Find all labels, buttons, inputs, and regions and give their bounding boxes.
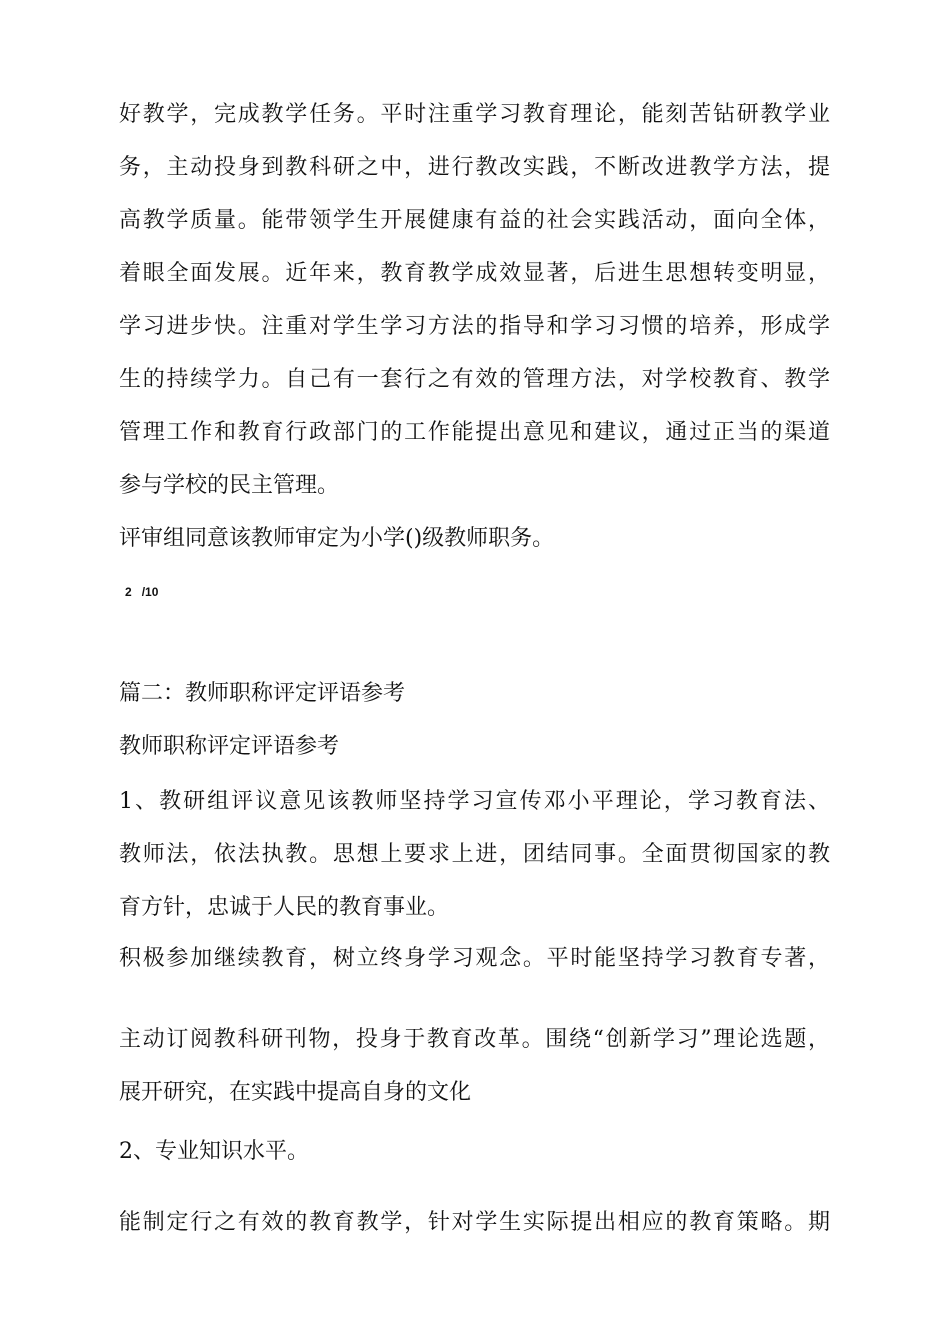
paragraph-line: 能制定行之有效的教育教学，针对学生实际提出相应的教育策略。期 xyxy=(119,1210,830,1235)
paragraph-line: 评审组同意该教师审定为小学()级教师职务。 xyxy=(119,526,555,551)
section-subtitle: 教师职称评定评语参考 xyxy=(119,734,340,759)
section-title: 篇二：教师职称评定评语参考 xyxy=(119,681,406,706)
paragraph-line: 参与学校的民主管理。 xyxy=(119,473,340,498)
page-number-current: 2 xyxy=(125,585,132,599)
paragraph-line: 管理工作和教育行政部门的工作能提出意见和建议，通过正当的渠道 xyxy=(119,420,830,445)
paragraph-line: 着眼全面发展。近年来，教育教学成效显著，后进生思想转变明显， xyxy=(119,261,830,286)
paragraph-line: 1、教研组评议意见该教师坚持学习宣传邓小平理论，学习教育法、 xyxy=(119,789,830,814)
paragraph-line: 务，主动投身到教科研之中，进行教改实践，不断改进教学方法，提 xyxy=(119,155,830,180)
page-number xyxy=(125,584,158,600)
paragraph-line: 展开研究，在实践中提高自身的文化 xyxy=(119,1080,472,1105)
paragraph-line: 好教学，完成教学任务。平时注重学习教育理论，能刻苦钻研教学业 xyxy=(119,102,830,127)
paragraph-line: 教师法，依法执教。思想上要求上进，团结同事。全面贯彻国家的教 xyxy=(119,842,830,867)
page-number-total: /10 xyxy=(141,585,159,599)
paragraph-line: 生的持续学力。自己有一套行之有效的管理方法，对学校教育、教学 xyxy=(119,367,830,392)
paragraph-line: 积极参加继续教育，树立终身学习观念。平时能坚持学习教育专著， xyxy=(119,946,830,971)
paragraph-line: 主动订阅教科研刊物，投身于教育改革。围绕“创新学习”理论选题， xyxy=(119,1027,830,1052)
numbered-heading: 2、专业知识水平。 xyxy=(119,1139,309,1164)
paragraph-line: 高教学质量。能带领学生开展健康有益的社会实践活动，面向全体， xyxy=(119,208,830,233)
paragraph-line: 学习进步快。注重对学生学习方法的指导和学习习惯的培养，形成学 xyxy=(119,314,830,339)
paragraph-line: 育方针，忠诚于人民的教育事业。 xyxy=(119,895,450,920)
